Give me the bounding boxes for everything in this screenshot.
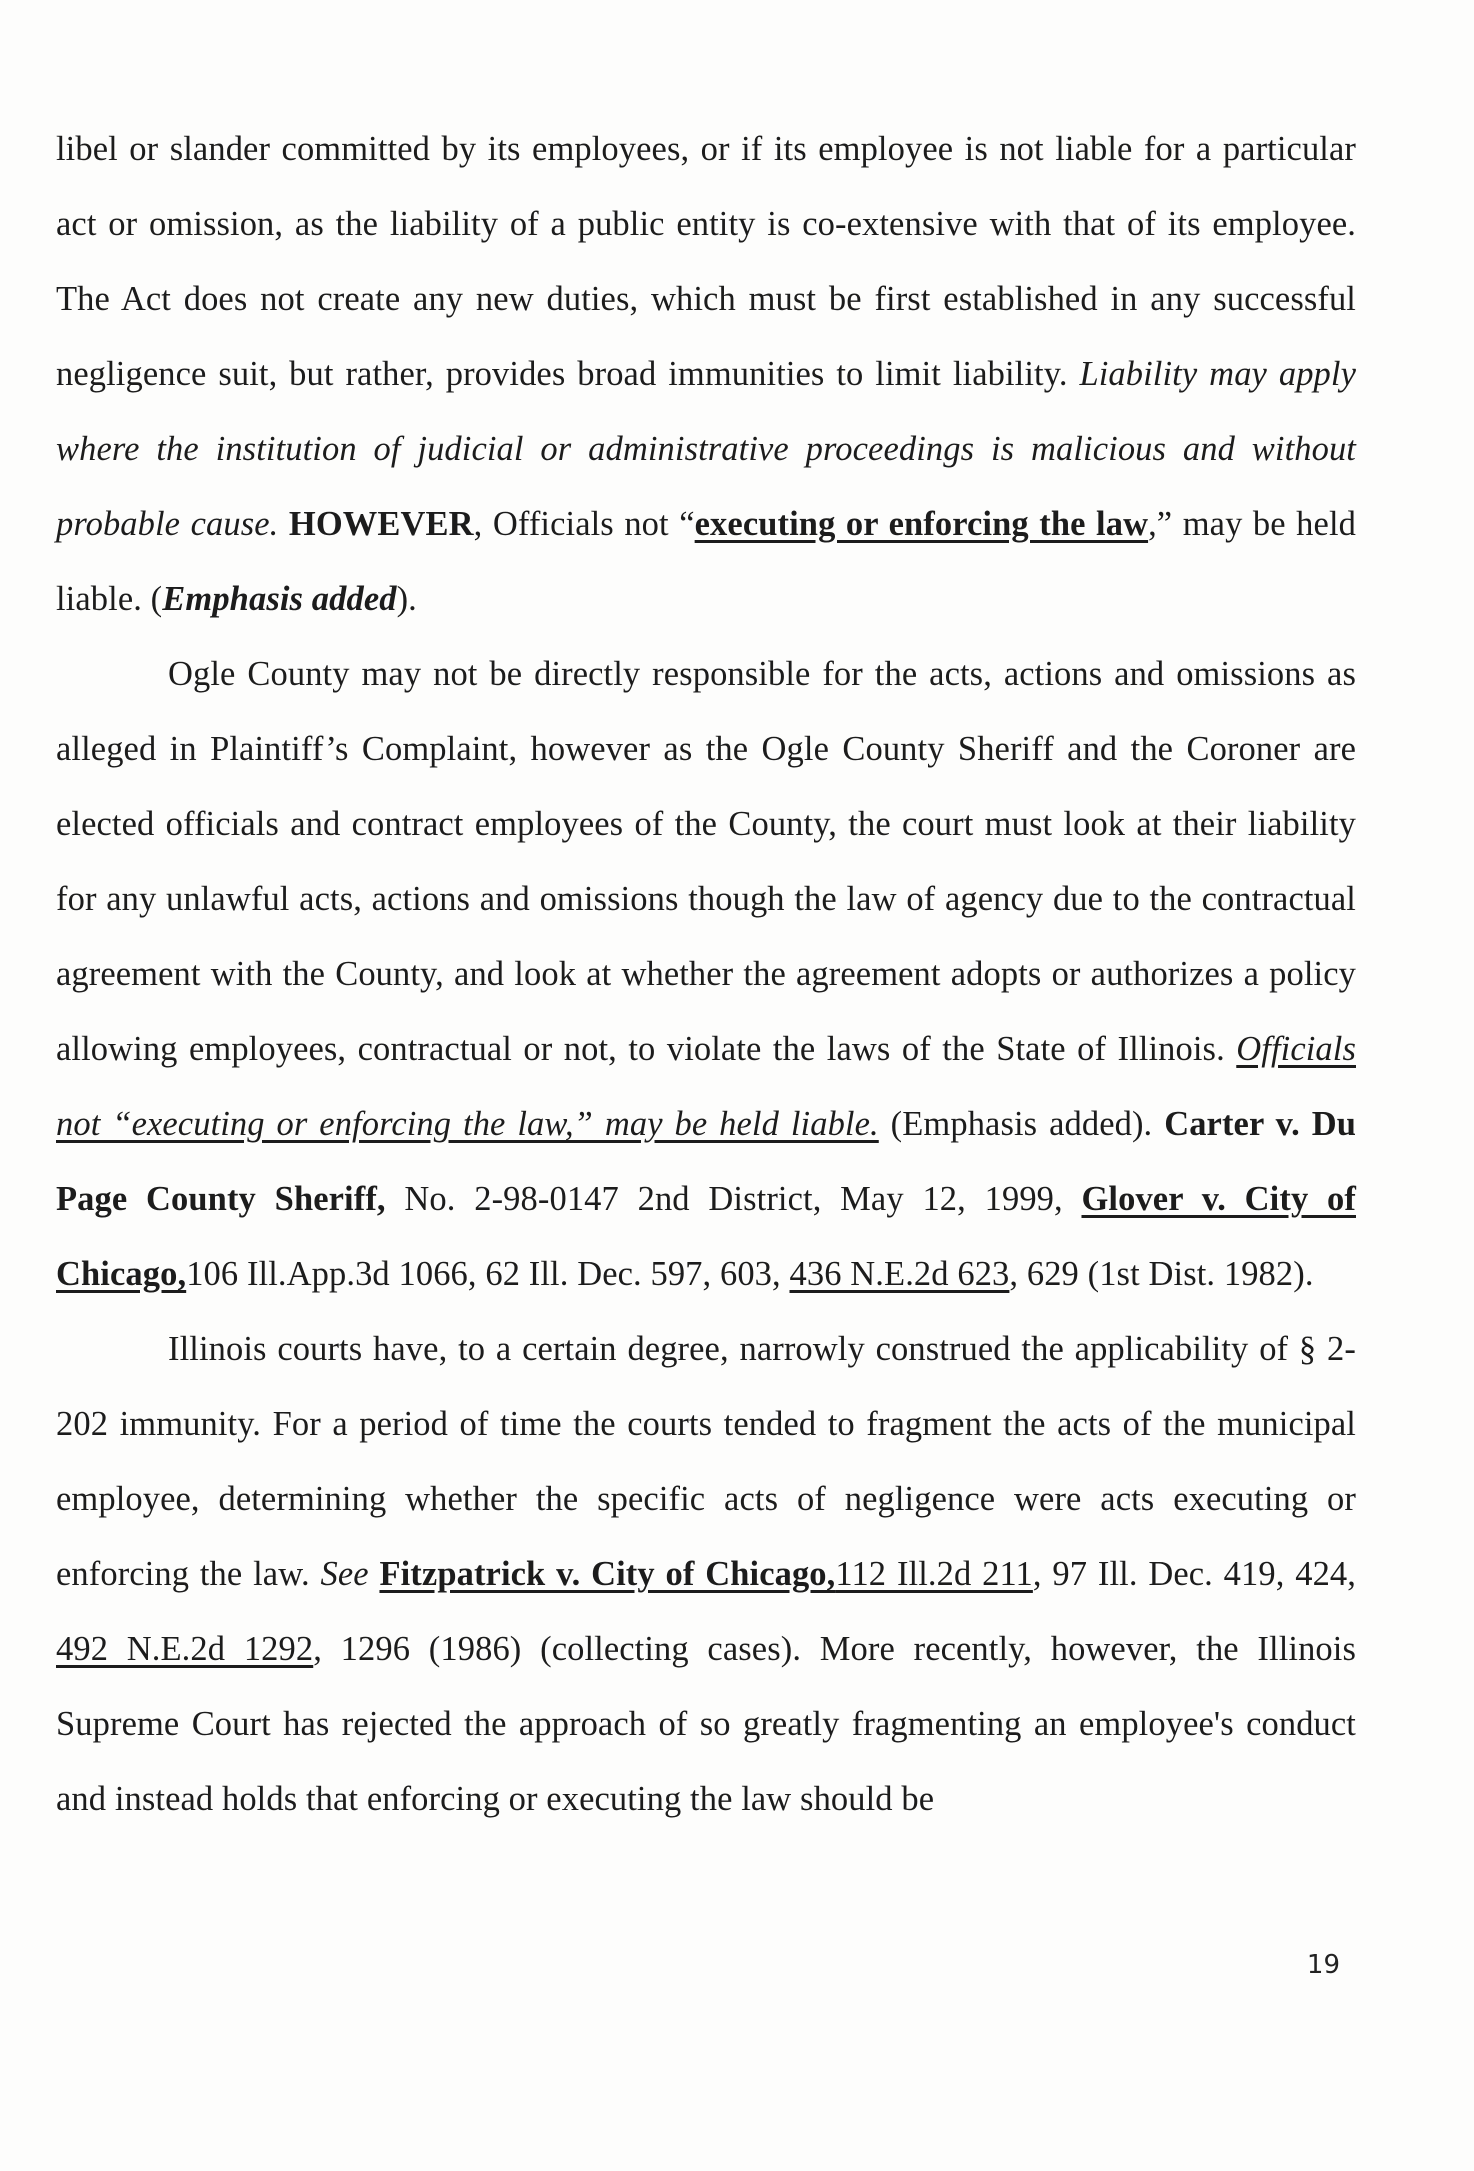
case-citation-carter: Carter v. Du Page County Sheriff, [56,1105,1357,1218]
underlined-quote: Officials not “executing or enforcing the law,” may be held liable. [56,1030,1356,1143]
page-number: 19 [1306,1950,1340,1980]
paragraph-illinois-courts [56,1312,1356,1837]
text-run: (Emphasis added). [878,1105,1165,1143]
paragraph-liability [56,112,1356,637]
text-run: libel or slander committed by its employees, or if its employee is not liable for a particular act or omission, as the liability of a public entity is co-extensive with that of its employee. The Act does not create any new duties, which must be first established in any successful negligence suit, but rather, provides broad immunities to limit liability. [56,130,1356,393]
reporter-citation: 436 N.E.2d 623 [789,1255,1010,1293]
text-run: No. 2-98-0147 2nd District, May 12, 1999, [385,1180,1082,1218]
document-body [56,112,1356,1837]
text-run: ,” may be held liable. ( [56,505,1356,618]
text-run: , 97 Ill. Dec. 419, 424, [1032,1555,1356,1593]
case-citation-glover: Glover v. City of Chicago, [56,1180,1356,1293]
reporter-citation: 112 Ill.2d 211 [835,1555,1033,1593]
text-run: Ogle County may not be directly responsible for the acts, actions and omissions as alleged in Plaintiff’s Complaint, however as the Ogle County Sheriff and the Coroner are elected officials and contract employees of the County, the court must look at their liability for any unlawful acts, actions and omissions though the law of agency due to the contractual agreement with the County, and look at whether the agreement adopts or authorizes a policy allowing employees, contractual or not, to violate the laws of the State of Illinois. [56,655,1356,1068]
text-run: 106 Ill.App.3d 1066, 62 Ill. Dec. 597, 603, [186,1255,790,1293]
text-run: , 629 (1st Dist. 1982). [1009,1255,1314,1293]
text-run [369,1555,380,1593]
case-citation-fitzpatrick: Fitzpatrick v. City of Chicago, [379,1555,836,1593]
text-run [278,505,289,543]
signal-see: See [320,1555,369,1593]
emphasis-added: Emphasis added [162,580,397,618]
reporter-citation: 492 N.E.2d 1292 [56,1630,314,1668]
text-run: , Officials not “ [473,505,695,543]
paragraph-ogle-county [56,637,1356,1312]
text-run: ). [396,580,417,618]
bold-text: HOWEVER [288,505,474,543]
text-run: , 1296 (1986) (collecting cases). More recently, however, the Illinois Supreme Court has rejected the approach of so greatly fragmenting an employee's conduct and instead holds that enforcing or executing the law should be [56,1630,1356,1818]
italic-text: Liability may apply where the institution of judicial or administrative proceedings is malicious and without probable cause. [56,355,1356,543]
underlined-emphasis: executing or enforcing the law [694,505,1149,543]
text-run: Illinois courts have, to a certain degree, narrowly construed the applicability of § 2-202 immunity. For a period of time the courts tended to fragment the acts of the municipal employee, determining whether the specific acts of negligence were acts executing or enforcing the law. [56,1330,1356,1593]
